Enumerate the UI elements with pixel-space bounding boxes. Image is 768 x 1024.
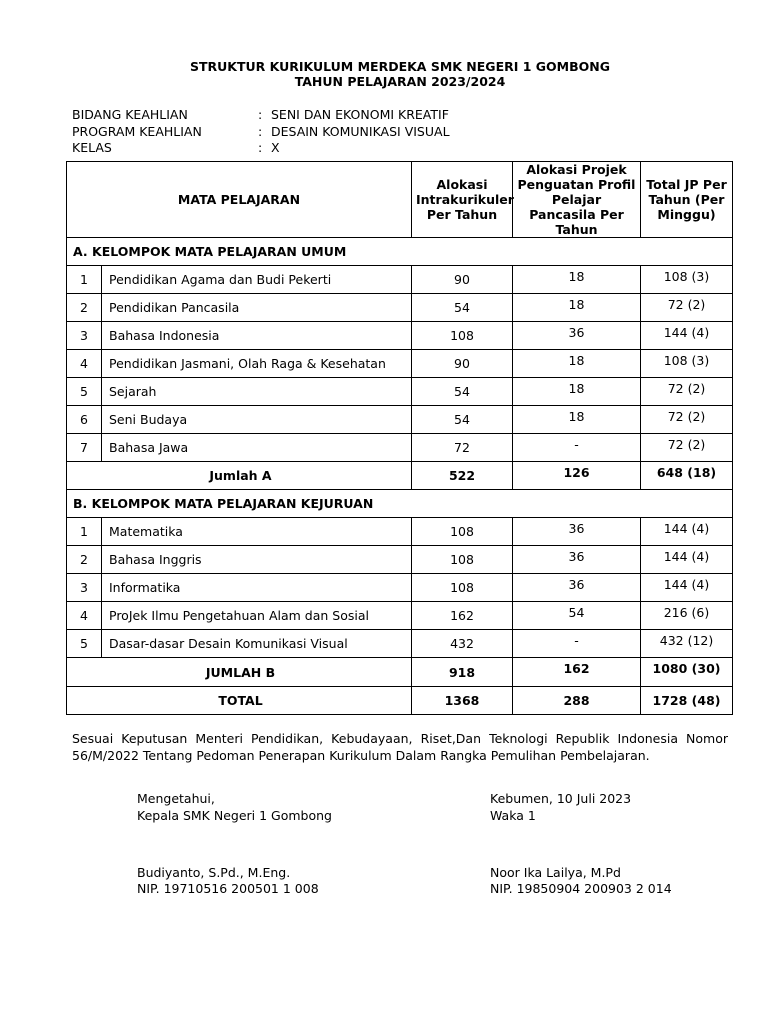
row-p5: 36 — [513, 546, 641, 574]
row-intra: 54 — [412, 294, 513, 322]
sum-a-intra: 522 — [412, 462, 513, 490]
row-no: 6 — [67, 406, 102, 434]
table-row — [67, 546, 733, 574]
row-no: 3 — [67, 574, 102, 602]
row-p5: 18 — [513, 378, 641, 406]
table-row — [67, 602, 733, 630]
grand-total-row — [67, 687, 733, 715]
table-row — [67, 350, 733, 378]
info-label: PROGRAM KEAHLIAN — [72, 124, 202, 139]
total-intra: 1368 — [412, 687, 513, 715]
table-row — [67, 266, 733, 294]
row-p5: 18 — [513, 406, 641, 434]
total-jp: 1728 (48) — [641, 687, 733, 715]
row-p5: 54 — [513, 602, 641, 630]
table-row — [67, 434, 733, 462]
sign-right-position: Waka 1 — [490, 808, 536, 823]
info-label: BIDANG KEAHLIAN — [72, 107, 188, 122]
row-total: 108 (3) — [641, 266, 733, 294]
row-no: 2 — [67, 294, 102, 322]
group-a-heading — [67, 238, 733, 266]
info-value: X — [271, 140, 280, 155]
sign-left-name: Budiyanto, S.Pd., M.Eng. — [137, 865, 291, 880]
info-separator: : — [258, 140, 263, 155]
row-total: 144 (4) — [641, 518, 733, 546]
row-p5: - — [513, 630, 641, 658]
row-intra: 72 — [412, 434, 513, 462]
row-no: 4 — [67, 602, 102, 630]
header-total-jp: Total JP Per Tahun (Per Minggu) — [641, 162, 733, 238]
row-subject: Seni Budaya — [102, 406, 412, 434]
sum-a-p5: 126 — [513, 462, 641, 490]
row-total: 108 (3) — [641, 350, 733, 378]
table-row — [67, 406, 733, 434]
row-p5: 18 — [513, 350, 641, 378]
sign-left-nip: NIP. 19710516 200501 1 008 — [137, 881, 319, 896]
row-p5: 18 — [513, 294, 641, 322]
row-no: 3 — [67, 322, 102, 350]
table-row — [67, 574, 733, 602]
legal-basis-note: Sesuai Keputusan Menteri Pendidikan, Kebudayaan, Riset,Dan Teknologi Republik Indonesia Nomor 56/M/2022 Tentang Pedoman Penerapan Kurikulum Dalam Rangka Pemulihan Pembelajaran. — [72, 731, 728, 763]
total-p5: 288 — [513, 687, 641, 715]
row-total: 72 (2) — [641, 406, 733, 434]
row-subject: Dasar-dasar Desain Komunikasi Visual — [102, 630, 412, 658]
document-title: STRUKTUR KURIKULUM MERDEKA SMK NEGERI 1 GOMBONG — [189, 59, 610, 74]
row-total: 72 (2) — [641, 294, 733, 322]
row-total: 144 (4) — [641, 546, 733, 574]
header-subject: MATA PELAJARAN — [67, 162, 412, 238]
row-p5: 18 — [513, 266, 641, 294]
table-row — [67, 294, 733, 322]
row-total: 144 (4) — [641, 574, 733, 602]
academic-year: TAHUN PELAJARAN 2023/2024 — [294, 74, 506, 89]
row-intra: 108 — [412, 322, 513, 350]
sum-b-total: 1080 (30) — [641, 658, 733, 687]
row-intra: 90 — [412, 350, 513, 378]
row-p5: 36 — [513, 574, 641, 602]
sum-b-label: JUMLAH B — [67, 658, 412, 687]
row-no: 5 — [67, 378, 102, 406]
row-p5: - — [513, 434, 641, 462]
header-projek-p5: Alokasi Projek Penguatan Profil Pelajar Pancasila Per Tahun — [513, 162, 641, 238]
total-label: TOTAL — [67, 687, 412, 715]
sum-a-label: Jumlah A — [67, 462, 412, 490]
sum-row-a — [67, 462, 733, 490]
row-no: 4 — [67, 350, 102, 378]
row-subject: Pendidikan Pancasila — [102, 294, 412, 322]
row-total: 432 (12) — [641, 630, 733, 658]
row-total: 72 (2) — [641, 434, 733, 462]
row-subject: Sejarah — [102, 378, 412, 406]
group-b-title: B. KELOMPOK MATA PELAJARAN KEJURUAN — [67, 490, 733, 518]
row-no: 1 — [67, 518, 102, 546]
table-row — [67, 322, 733, 350]
row-p5: 36 — [513, 322, 641, 350]
row-total: 144 (4) — [641, 322, 733, 350]
table-row — [67, 518, 733, 546]
sign-right-name: Noor Ika Lailya, M.Pd — [490, 865, 621, 880]
header-intrakurikuler: Alokasi Intrakurikuler Per Tahun — [412, 162, 513, 238]
row-intra: 90 — [412, 266, 513, 294]
info-separator: : — [258, 107, 263, 122]
row-subject: Bahasa Jawa — [102, 434, 412, 462]
row-intra: 162 — [412, 602, 513, 630]
sign-right-place-date: Kebumen, 10 Juli 2023 — [490, 791, 632, 806]
sign-left-line1: Mengetahui, — [137, 791, 215, 806]
row-subject: ProJek Ilmu Pengetahuan Alam dan Sosial — [102, 602, 412, 630]
row-intra: 108 — [412, 518, 513, 546]
row-total: 216 (6) — [641, 602, 733, 630]
row-intra: 432 — [412, 630, 513, 658]
sign-right-nip: NIP. 19850904 200903 2 014 — [490, 881, 672, 896]
row-intra: 54 — [412, 378, 513, 406]
info-value: DESAIN KOMUNIKASI VISUAL — [271, 124, 450, 139]
group-a-title: A. KELOMPOK MATA PELAJARAN UMUM — [67, 238, 733, 266]
sum-row-b — [67, 658, 733, 687]
row-intra: 108 — [412, 574, 513, 602]
row-intra: 108 — [412, 546, 513, 574]
curriculum-table — [66, 161, 733, 715]
sum-b-p5: 162 — [513, 658, 641, 687]
row-no: 5 — [67, 630, 102, 658]
row-no: 1 — [67, 266, 102, 294]
row-intra: 54 — [412, 406, 513, 434]
row-subject: Pendidikan Agama dan Budi Pekerti — [102, 266, 412, 294]
row-no: 2 — [67, 546, 102, 574]
group-b-heading — [67, 490, 733, 518]
info-value: SENI DAN EKONOMI KREATIF — [271, 107, 449, 122]
row-subject: Informatika — [102, 574, 412, 602]
row-subject: Matematika — [102, 518, 412, 546]
sum-a-total: 648 (18) — [641, 462, 733, 490]
row-subject: Pendidikan Jasmani, Olah Raga & Kesehatan — [102, 350, 412, 378]
row-total: 72 (2) — [641, 378, 733, 406]
row-p5: 36 — [513, 518, 641, 546]
row-subject: Bahasa Indonesia — [102, 322, 412, 350]
info-label: KELAS — [72, 140, 112, 155]
sum-b-intra: 918 — [412, 658, 513, 687]
row-no: 7 — [67, 434, 102, 462]
table-header-row — [67, 162, 733, 238]
sign-left-position: Kepala SMK Negeri 1 Gombong — [137, 808, 332, 823]
row-subject: Bahasa Inggris — [102, 546, 412, 574]
table-row — [67, 378, 733, 406]
table-row — [67, 630, 733, 658]
info-separator: : — [258, 124, 263, 139]
